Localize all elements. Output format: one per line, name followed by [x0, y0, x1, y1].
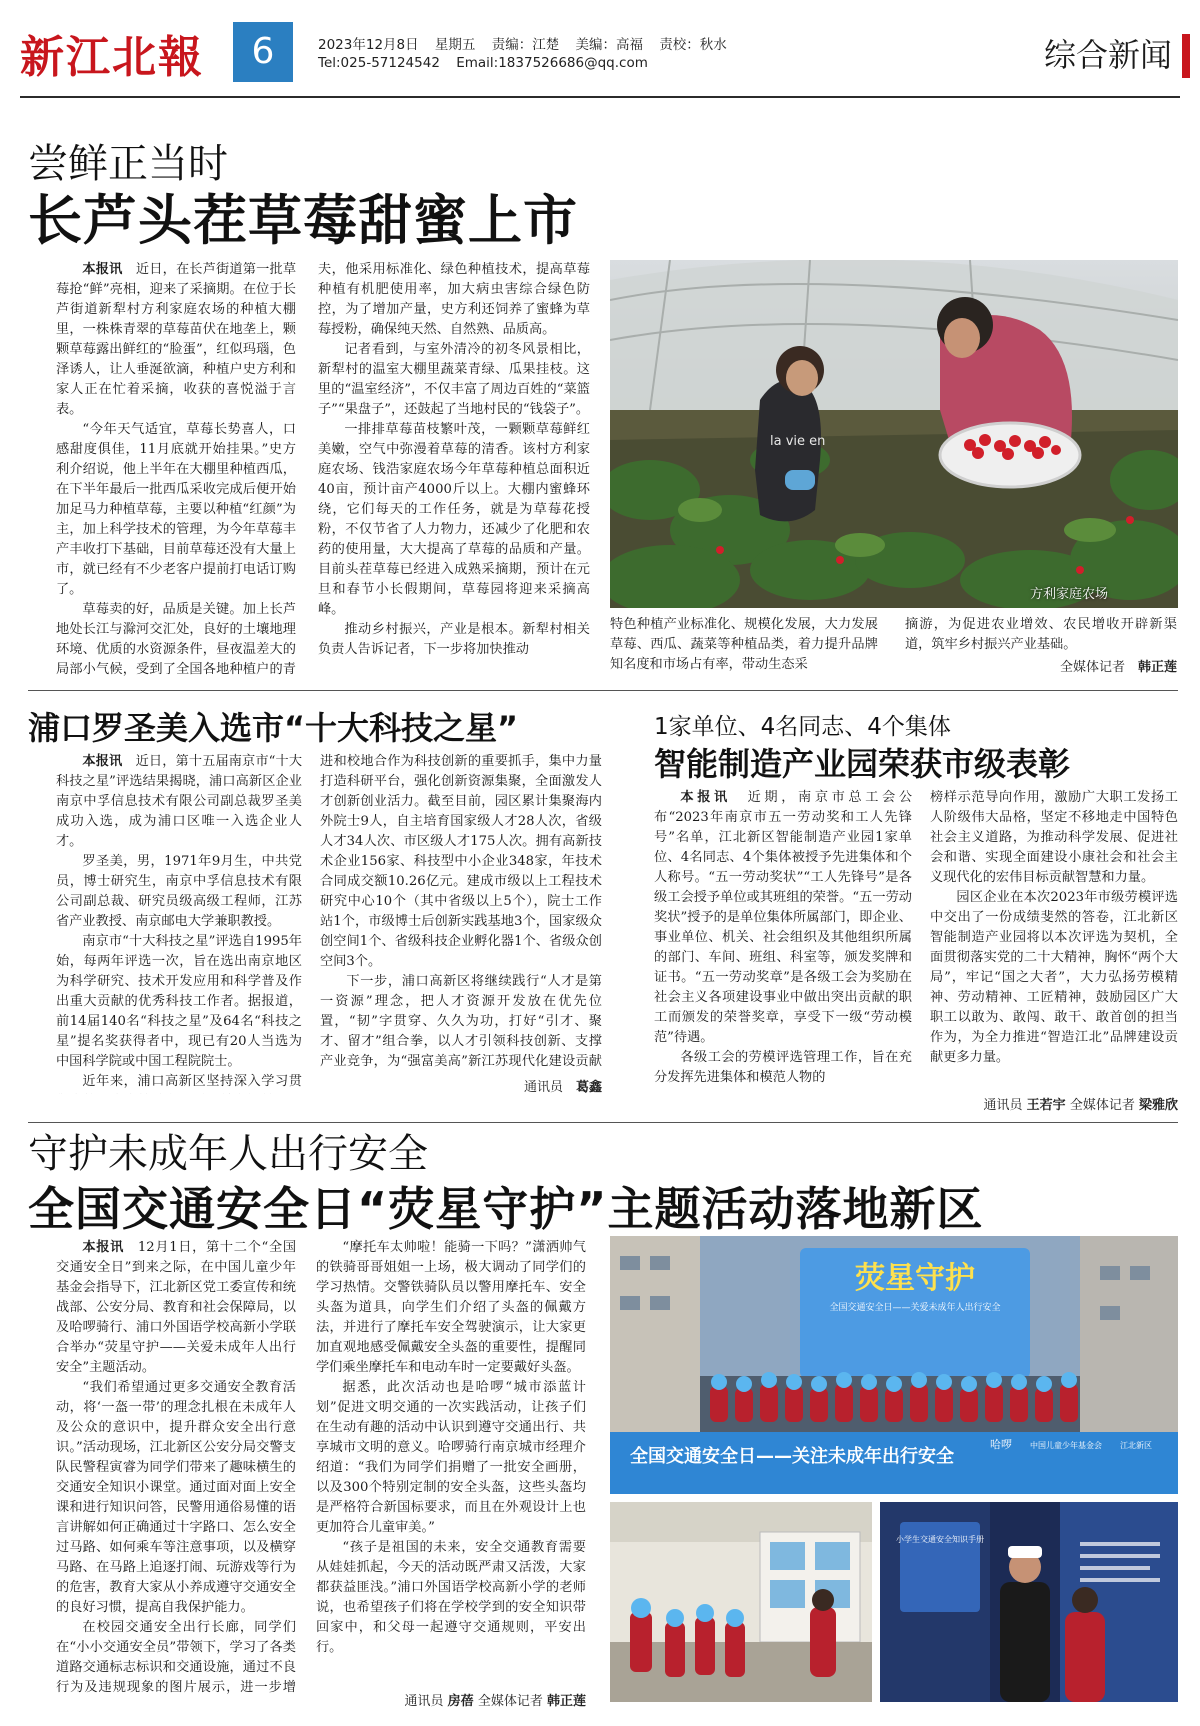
event-photo-illustration [610, 1236, 1178, 1494]
story3-paragraph: 园区企业在本次2023年市级劳模评选中交出了一份成绩斐然的答卷，江北新区智能制造产业园将以本次评选为契机，全面贯彻落实党的二十大精神，胸怀“两个大局”，牢记“国之大者”，大力弘扬劳模精神、劳动精神、工匠精神，鼓励园区广大职工以敢为、敢闯、敢干、敢首创的担当作为，为全力推进“智造江北”品牌建设贡献更多力量。 [930, 890, 1178, 1065]
story4-paragraph: “我们希望通过更多交通安全教育活动，将‘一盔一带’的理念扎根在未成年人及公众的意识中，提升群众安全出行意识。”活动现场，江北新区公安分局交警支队民警程寅睿为同学们带来了趣味横生的交通安全知识小课堂。通过面对面上安全课和进行知识问答，民警用通俗易懂的语言讲解如何正确通过十字路口、怎么安全过马路、如何乘车等注意事项，以及横穿马路、在马路上追逐打闹、玩游戏等行为的危害，教育大家从小养成遵守交通安全的良好习惯，提高自我保护能力。 [56, 1380, 296, 1615]
story3-column-2 [930, 788, 1178, 1088]
story1-column-1 [56, 260, 296, 678]
issue-weekday: 星期五 [434, 37, 476, 53]
page-number: 6 [233, 22, 293, 82]
board-title: 小学生交通安全知识手册 [896, 1535, 984, 1544]
story4-column-2 [316, 1238, 586, 1678]
story4-paragraph: “孩子是祖国的未来，安全交通教育需要从娃娃抓起，今天的活动既严肃又活泼，大家都获益匪浅。”浦口外国语学校高新小学的老师说，也希望孩子们将在学校学到的安全知识带回家中，和父母一起遵守交通规则，平安出行。 [316, 1540, 586, 1655]
story4-column-1 [56, 1238, 296, 1698]
story4-paragraph: “摩托车太帅啦！能骑一下吗？”潇洒帅气的铁骑哥哥姐姐一上场，极大调动了同学们的学习热情。交警铁骑队员以警用摩托车、安全头盔为道具，向学生们介绍了头盔的佩戴方法，并进行了摩托车安全驾驶演示，让大家更加直观地感受佩戴安全头盔的重要性，提醒同学们乘坐摩托车和电动车时一定要戴好头盔。 [316, 1240, 586, 1375]
byline-role: 通讯员 [404, 1694, 444, 1709]
divider [28, 690, 1178, 691]
contact-tel: Tel:025-57124542 [318, 55, 440, 71]
byline-role: 全媒体记者 [477, 1694, 543, 1709]
police-officer [1000, 1582, 1050, 1702]
story3-paragraph: 榜样示范导向作用，激励广大职工发扬工人阶级伟大品格，坚定不移地走中国特色社会主义道路，为推动科学发展、促进社会和谐、实现全面建设小康社会和社会主义现代化的宏伟目标贡献智慧和力量。 [930, 790, 1178, 885]
story2-headline: 浦口罗圣美入选市“十大科技之星” [28, 709, 519, 747]
blue-glove [785, 470, 815, 490]
byline-name: 王若宇 [1026, 1098, 1066, 1113]
corridor-photo-illustration [610, 1502, 872, 1702]
story1-column-4 [905, 615, 1177, 657]
byline-name: 葛鑫 [575, 1080, 602, 1095]
story3-kicker: 1家单位、4名同志、4个集体 [654, 714, 951, 740]
byline-name: 韩正莲 [546, 1694, 586, 1709]
story1-headline: 长芦头茬草莓甜蜜上市 [28, 189, 578, 252]
story1-paragraph: “今年天气适宜，草莓长势喜人，口感甜度俱佳，11月底就开始挂果。”史方利介绍说，他上半年在大棚里种植西瓜，在下半年最后一批西瓜采收完成后便开始加足马力种植草莓，主要以种植“红颜”为主，加上科学技术的管理，为今年草莓丰产丰收打下基础，目前草莓还没有大量上市，就已经有不少老客户提前打电话订购了。 [56, 422, 296, 597]
story2-paragraph: 近日，第十五届南京市“十大科技之星”评选结果揭晓，浦口高新区企业南京中孚信息技术有限公司副总裁罗圣美成功入选，成为浦口区唯一入选企业人才。 [56, 754, 302, 849]
strawberry-photo-illustration [610, 260, 1178, 608]
byline-name: 梁雅欣 [1138, 1098, 1178, 1113]
story1-column-2 [318, 260, 590, 678]
story2-paragraph: 下一步，浦口高新区将继续践行“人才是第一资源”理念，把人才资源开发放在优先位置，“韧”字贯穿、久久为功，打好“引才、聚才、留才”组合拳，以人才引领科技创新、支撑产业竞争，为“强富美高”新江苏现代化建设贡献 [320, 974, 602, 1069]
story1-paragraph: 一排排草莓苗枝繁叶茂，一颗颗草莓鲜红美嫩，空气中弥漫着草莓的清香。该村方利家庭农场、钱浩家庭农场今年草莓种植总面积近40亩，预计亩产4000斤以上。大棚内蜜蜂环绕，它们每天的工作任务，就是为草莓花授粉，不仅节省了人力物力，还减少了化肥和农药的使用量，大大提高了草莓的品质和产量。目前头茬草莓已经进入成熟采摘期，预计在元旦和春节小长假期间，草莓园将迎来采摘高峰。 [318, 422, 590, 617]
story2-paragraph: 近年来，浦口高新区坚持深入学习贯 [82, 1074, 302, 1089]
story4-byline [316, 1690, 586, 1709]
story4-headline: 全国交通安全日“荧星守护”主题活动落地新区 [28, 1182, 984, 1236]
bottom-banner-text: 全国交通安全日——关注未成年出行安全 [630, 1446, 954, 1467]
byline-role: 全媒体记者 [1069, 1098, 1135, 1113]
story1-kicker: 尝鲜正当时 [28, 141, 228, 187]
story1-paragraph: 推动乡村振兴，产业是根本。新犁村相关负责人告诉记者，下一步将加快推动 [318, 622, 590, 657]
story4-paragraph: 在校园交通安全出行长廊，同学们在“小小交通安全员”带领下，学习了各类道路交通标志标识和交通设施，通过不良行为及违规现象的图片展示，进一步增 [56, 1620, 296, 1695]
shirt-text: la vie en [770, 434, 826, 449]
section-accent-bar [1182, 34, 1190, 78]
story1-paragraph: 摘游，为促进农业增效、农民增收开辟新渠道，筑牢乡村振兴产业基础。 [905, 617, 1177, 652]
story1-paragraph: 特色种植产业标准化、规模化发展，大力发展草莓、西瓜、蔬菜等种植品类，着力提升品牌知名度和市场占有率，带动生态采 [610, 617, 878, 672]
story2-paragraph: 南京市“十大科技之星”评选自1995年始，每两年评选一次，旨在选出南京地区为科学研究、技术开发应用和科学普及作出重大贡献的优秀科技工作者。据报道，前14届140名“科技之星”及64名“科技之星”提名奖获得者中，现已有20人当选为中国科学院或中国工程院院士。 [56, 934, 302, 1069]
story3-byline [930, 1094, 1178, 1113]
story4-paragraph: 据悉，此次活动也是哈啰“城市添蓝计划”促进文明交通的一次实践活动，让孩子们在生动有趣的活动中认识到遵守交通出行、共享城市文明的意义。哈啰骑行南京城市经理介绍道：“我们为同学们捐赠了一批安全画册，以及300个特别定制的安全头盔，这些头盔均是严格符合新国标要求，而且在外观设计上也更加符合儿童审美。” [316, 1380, 586, 1535]
strawberry-greenhouse-photo [610, 260, 1178, 608]
story1-paragraph: 近日，在长芦街道第一批草莓抢“鲜”亮相，迎来了采摘期。在位于长芦街道新犁村方利家庭农场的种植大棚里，一株株青翠的草莓苗伏在地垄上，颗颗草莓露出鲜红的“脸蛋”，红似玛瑙，色泽诱人，让人垂涎欲滴，种植户史方利和家人正在忙着采摘，收获的喜悦溢于言表。 [56, 262, 296, 417]
byline-role: 通讯员 [523, 1080, 563, 1095]
story1-column-3 [610, 615, 878, 677]
story2-byline [320, 1076, 602, 1095]
section-title: 综合新闻 [1043, 36, 1172, 74]
story3-paragraph: 近期，南京市总工会公布“2023年南京市五一劳动奖和工人先锋号”名单，江北新区智能制造产业园1家单位、4名同志、4个集体被授予先进集体和个人称号。“五一劳动奖状”“工人先锋号”是各级工会授予单位或其班组的荣誉。“五一劳动奖状”授予的是单位集体所属部门，即企业、事业单位、机关、社会组织及其他组织所属的部门、车间、班组、科室等，颁发奖牌和证书。“五一劳动奖章”是各级工会为奖励在社会主义各项建设事业中做出突出贡献的职工而颁发的荣誉奖章，享受下一级“劳动模范”待遇。 [654, 790, 912, 1045]
story2-column-1 [56, 752, 302, 1094]
sponsor-logo-1: 哈啰 [990, 1438, 1012, 1451]
story4-lead-tag: 本报讯 [82, 1240, 125, 1255]
photo-credit: 方利家庭农场 [1030, 587, 1109, 602]
story3-headline: 智能制造产业园荣获市级表彰 [654, 745, 1071, 783]
story4-paragraph: 12月1日，第十二个“全国交通安全日”到来之际，在中国儿童少年基金会指导下，江北新区党工委宣传和统战部、公安分局、教育和社会保障局，以及哈啰骑行、浦口外国语学校高新小学联合举办“荧星守护——关爱未成年人出行安全”主题活动。 [56, 1240, 296, 1375]
story1-paragraph: 草莓卖的好，品质是关键。加上长芦地处长江与滁河交汇处，良好的土壤地理环境、优质的水资源条件，昼夜温差大的局部小气候，受到了全国各地种植户的青 [56, 602, 296, 677]
newspaper-logo: 新江北報 [20, 32, 204, 83]
corridor-photo [610, 1502, 872, 1702]
presentation-photo-illustration [880, 1502, 1178, 1702]
contact-email: Email:1837526686@qq.com [456, 55, 648, 71]
byline-name: 韩正莲 [1137, 660, 1177, 675]
story3-paragraph: 各级工会的劳模评选管理工作，旨在充分发挥先进集体和模范人物的 [654, 1050, 912, 1085]
issue-date: 2023年12月8日 [318, 37, 419, 53]
byline-role: 全媒体记者 [1059, 660, 1125, 675]
divider [28, 1122, 1178, 1123]
header-rule [20, 96, 1180, 98]
story1-lead-tag: 本报讯 [82, 262, 123, 277]
story3-column-1 [654, 788, 912, 1108]
story1-byline [905, 656, 1177, 675]
sponsor-logo-2: 中国儿童少年基金会 [1030, 1441, 1102, 1450]
header-info [318, 36, 739, 72]
proofreader-credit: 责校：秋水 [659, 37, 727, 53]
story2-paragraph: 进和校地合作为科技创新的重要抓手，集中力量打造科研平台，强化创新资源集聚，全面激发人才创新创业活力。截至目前，园区累计集聚海内外院士9人，自主培育国家级人才28人次，省级人才34人次、市区级人才175人次。拥有高新技术企业156家、科技型中小企业348家，年技术合同成交额10.26亿元。建成市级以上工程技术研究中心10个（其中省级以上5个），院士工作站1个，市级博士后创新实践基地3个，国家级众创空间1个、省级科技企业孵化器1个、省级众创空间3个。 [320, 754, 602, 969]
story3-lead-tag: 本报讯 [680, 790, 731, 805]
byline-name: 房蓓 [447, 1694, 474, 1709]
story2-paragraph: 罗圣美，男，1971年9月生，中共党员，博士研究生，南京中孚信息技术有限公司副总裁、研究员级高级工程师，江苏省产业教授、南京邮电大学兼职教授。 [56, 854, 302, 929]
presentation-photo [880, 1502, 1178, 1702]
editor-credit: 责编：江楚 [491, 37, 560, 53]
event-group-photo [610, 1236, 1178, 1494]
backdrop-title: 荧星守护 [855, 1261, 975, 1296]
story1-paragraph: 记者看到，与室外清冷的初冬风景相比，新犁村的温室大棚里蔬菜青绿、瓜果挂枝。这里的“温室经济”，不仅丰富了周边百姓的“菜篮子”“果盘子”，还鼓起了当地村民的“钱袋子”。 [318, 342, 590, 417]
story1-paragraph: 夫，他采用标准化、绿色种植技术，提高草莓种植有机肥使用率，加大病虫害综合绿色防控，为了增加产量，史方利还饲养了蜜蜂为草莓授粉，确保纯天然、自然熟、品质高。 [318, 262, 590, 337]
story2-column-2 [320, 752, 602, 1072]
story2-lead-tag: 本报讯 [82, 754, 123, 769]
designer-credit: 美编：高福 [575, 37, 644, 53]
sponsor-logo-3: 江北新区 [1120, 1441, 1152, 1450]
byline-role: 通讯员 [983, 1098, 1023, 1113]
backdrop-subtitle: 全国交通安全日——关爱未成年人出行安全 [829, 1303, 1001, 1313]
story4-kicker: 守护未成年人出行安全 [28, 1131, 428, 1177]
